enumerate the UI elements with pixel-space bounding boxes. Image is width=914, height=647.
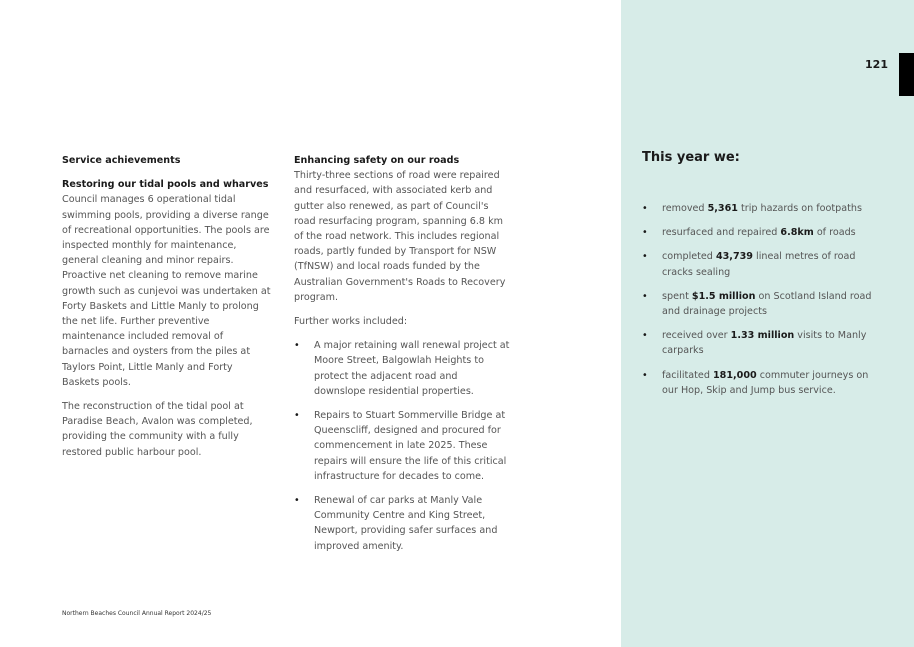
highlight-item (642, 368, 872, 398)
paradise-beach-paragraph: The reconstruction of the tidal pool at Paradise Beach, Avalon was completed, providing the community with a fully restored public harbour pool. (62, 401, 253, 458)
list-item (294, 493, 510, 554)
highlight-text-after: lineal metres of road cracks sealing (662, 251, 856, 278)
highlight-value: 181,000 (712, 369, 757, 381)
highlight-item (642, 289, 872, 319)
roads-paragraph: Thirty-three sections of road were repaired and resurfaced, with associated kerb and gutter also renewed, as part of Council's road resurfacing program, spanning 6.8 km of the road network. This includes regional roads, partly funded by Transport for NSW (TfNSW) and local roads funded by the Australian Government's Roads to Recovery program. (294, 170, 506, 303)
highlight-item (642, 328, 872, 358)
further-works-label: Further works included: (294, 316, 408, 328)
roads-heading: Enhancing safety on our roads (294, 155, 460, 166)
bullet-icon: • (642, 251, 648, 263)
roads-column (294, 153, 510, 563)
highlight-item (642, 225, 872, 240)
highlight-value: 5,361 (707, 203, 738, 214)
further-works-list (294, 338, 510, 554)
highlight-text-before: removed (662, 203, 708, 214)
list-item (294, 408, 510, 484)
highlights-title: This year we: (642, 150, 740, 165)
highlight-value: 1.33 million (730, 330, 795, 342)
page-number: 121 (865, 58, 888, 71)
highlight-value: $1.5 million (691, 290, 756, 302)
tidal-pools-heading: Restoring our tidal pools and wharves (62, 179, 269, 191)
tidal-pools-column (62, 153, 272, 469)
highlight-text-before: received over (662, 330, 731, 342)
list-item-text: A major retaining wall renewal project at Moore Street, Balgowlah Heights to protect the adjacent road and downslope residential properties. (314, 340, 510, 397)
highlight-text-before: completed (662, 251, 716, 263)
highlight-text-before: spent (662, 290, 692, 302)
bullet-icon: • (294, 495, 300, 507)
bullet-icon: • (642, 369, 648, 381)
highlight-text-after: visits to Manly carparks (662, 330, 867, 357)
page-edge-tab (899, 53, 914, 96)
bullet-icon: • (642, 203, 648, 214)
highlights-list (642, 201, 872, 407)
highlight-text-after: of roads (813, 227, 856, 239)
highlight-text-after: on Scotland Island road and drainage projects (662, 290, 872, 318)
highlight-item (642, 249, 872, 279)
highlight-value: 43,739 (715, 251, 753, 263)
section-title: Service achievements (62, 155, 181, 166)
bullet-icon: • (294, 340, 300, 352)
highlight-text-after: trip hazards on footpaths (737, 203, 862, 214)
bullet-icon: • (294, 410, 300, 422)
tidal-pools-paragraph: Council manages 6 operational tidal swimming pools, providing a diverse range of recreational opportunities. The pools are inspected monthly for maintenance, general cleaning and minor repairs. Proactive net cleaning to remove marine growth such as cunjevoi was undertaken at Forty Baskets and Little Manly to prolong the net life. Further preventive maintenance included removal of barnacles and oysters from the piles at Taylors Point, Little Manly and Forty Baskets pools. (62, 194, 271, 388)
bullet-icon: • (642, 227, 648, 239)
bullet-icon: • (642, 330, 648, 342)
list-item-text: Renewal of car parks at Manly Vale Community Centre and King Street, Newport, providing safer surfaces and improved amenity. (314, 495, 498, 552)
report-footer: Northern Beaches Council Annual Report 2024/25 (62, 610, 212, 617)
highlight-item (642, 201, 872, 216)
highlight-value: 6.8km (780, 227, 814, 239)
bullet-icon: • (642, 290, 648, 302)
highlight-text-before: facilitated (662, 369, 713, 381)
highlight-text-after: commuter journeys on our Hop, Skip and Jump bus service. (662, 369, 869, 396)
highlight-text-before: resurfaced and repaired (662, 227, 781, 239)
list-item (294, 338, 510, 399)
list-item-text: Repairs to Stuart Sommerville Bridge at Queenscliff, designed and procured for commencement in late 2025. These repairs will ensure the life of this critical infrastructure for decades to come. (314, 410, 507, 482)
